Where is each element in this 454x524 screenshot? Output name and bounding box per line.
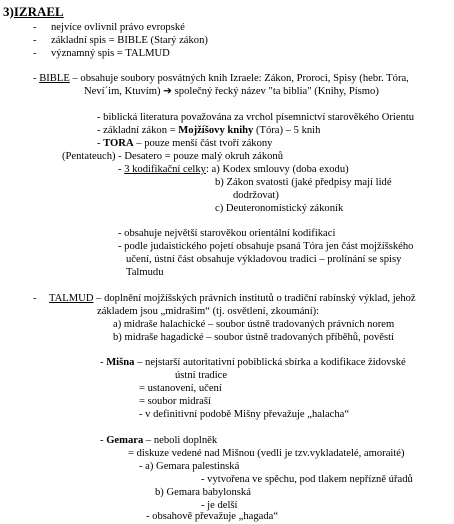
codex-label: 3 kodifikační celky [124, 164, 206, 175]
section-number: 3) [3, 4, 14, 19]
misna-halacha-note: - v definitivní podobě Mišny převažuje „halacha“ [139, 409, 350, 420]
gemara-line-1: - Gemara – neboli doplněk [100, 435, 218, 446]
codex-c: c) Deuteronomistický zákoník [215, 203, 344, 214]
bible-tora: - TORA – pouze menší část tvoří zákony [97, 138, 273, 149]
talmud-line-1: TALMUD – doplnění mojžíšských právních institutů o tradiční rabínský výklad, jehož [49, 293, 416, 304]
bullet-dash: - [33, 35, 37, 46]
intro-item: významný spis = TALMUD [51, 48, 170, 59]
bible-pentateuch: (Pentateuch) - Desatero = pouze malý okruh zákonů [62, 151, 284, 162]
gemara-babylonian-note-2: - obsahově převažuje „hagada“ [146, 511, 279, 522]
gemara-definition: = diskuze vedené nad Mišnou (vedli je tzv.vykladatelé, amoraité) [128, 448, 405, 459]
bible-codex-line: - 3 kodifikační celky: a) Kodex smlouvy (doba exodu) [118, 164, 349, 175]
midrase-halachic: a) midraše halachické – soubor ústně tradovaných právních norem [113, 319, 395, 330]
bible-judaism-line-1: - podle judaistického pojetí obsahuje psaná Tóra jen část mojžíšského [118, 241, 414, 252]
bible-label: BIBLE [39, 73, 70, 84]
bible-basic-law: - základní zákon = Mojžíšovy knihy (Tóra) – 5 knih [97, 125, 321, 136]
bullet-dash: - [33, 48, 37, 59]
bible-judaism-line-3: Talmudu [126, 267, 164, 278]
bible-line-2: Neví´im, Ktuvím) ➔ společný řecký název "ta biblia" (Knihy, Písmo) [84, 86, 379, 97]
misna-label: Mišna [106, 357, 135, 368]
gemara-babylonian-note-1: - je delší [201, 500, 238, 511]
bible-literature: - biblická literatura považována za vrchol písemnictví starověkého Orientu [97, 112, 415, 123]
gemara-palestinian: - a) Gemara palestinská [139, 461, 240, 472]
intro-item: základní spis = BIBLE (Starý zákon) [51, 35, 208, 46]
bible-line-1: - BIBLE – obsahuje soubory posvátných knih Izraele: Zákon, Proroci, Spisy (hebr. Tóra, [33, 73, 409, 84]
bible-oldest-codification: - obsahuje největší starověkou orientální kodifikaci [118, 228, 336, 239]
section-title: IZRAEL [13, 4, 64, 19]
section-heading [3, 4, 64, 19]
talmud-line-2: základem jsou „midrašim“ (tj. osvětlení, zkoumání): [97, 306, 320, 317]
misna-line-2: ústní tradice [175, 370, 228, 381]
misna-definition-1: = ustanovení, učení [139, 383, 222, 394]
gemara-label: Gemara [106, 435, 144, 446]
bible-judaism-line-2: učení, ústní část obsahuje výkladovou tradici – prolínání se spisy [126, 254, 402, 265]
codex-b-line-1: b) Zákon svatosti (jaké předpisy mají lidé [215, 177, 392, 188]
midrase-hagadic: b) midraše hagadické – soubor ústně tradovaných příběhů, pověstí [113, 332, 394, 343]
talmud-label: TALMUD [49, 293, 94, 304]
misna-definition-2: = soubor midraší [139, 396, 211, 407]
misna-line-1: - Mišna – nejstarší autoritativní pobiblická sbírka a kodifikace židovské [100, 357, 406, 368]
gemara-babylonian: b) Gemara babylonská [155, 487, 251, 498]
codex-b-line-2: dodržovat) [233, 190, 279, 201]
talmud-dash: - [33, 293, 37, 304]
bullet-dash: - [33, 22, 37, 33]
intro-item: nejvíce ovlivnil právo evropské [51, 22, 185, 33]
gemara-palestinian-note: - vytvořena ve spěchu, pod tlakem nepřízně úřadů [201, 474, 413, 485]
